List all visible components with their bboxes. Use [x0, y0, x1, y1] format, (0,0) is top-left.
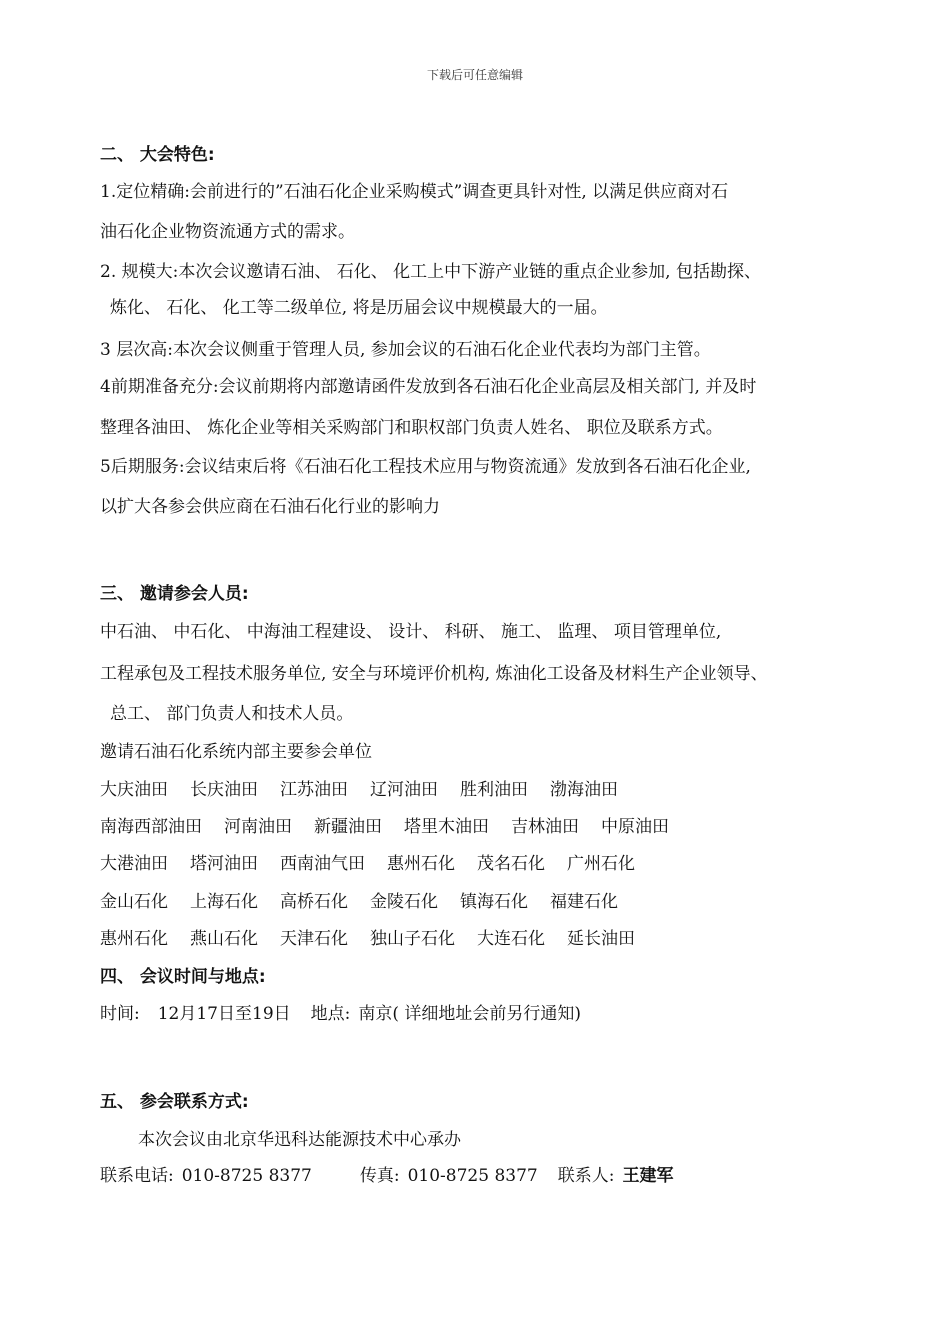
section-3-line: 中石油、 中石化、 中海油工程建设、 设计、 科研、 施工、 监理、 项目管理单位, [100, 622, 722, 642]
unit-name: 燕山石化 [190, 929, 258, 949]
unit-name: 镇海石化 [460, 892, 528, 912]
contact-name: 王建军 [622, 1166, 674, 1186]
unit-row [100, 928, 657, 950]
unit-name: 河南油田 [224, 817, 292, 837]
unit-row [100, 891, 640, 913]
unit-name: 茂名石化 [477, 854, 545, 874]
section-2-line: 5后期服务:会议结束后将《石油石化工程技术应用与物资流通》发放到各石油石化企业, [100, 457, 751, 477]
section-2-line: 炼化、 石化、 化工等二级单位, 将是历届会议中规模最大的一届。 [110, 298, 608, 318]
time-value: 12月17日至19日 [157, 1004, 291, 1024]
section-2-line: 2. 规模大:本次会议邀请石油、 石化、 化工上中下游产业链的重点企业参加, 包括勘探、 [100, 262, 761, 282]
unit-name: 胜利油田 [460, 780, 528, 800]
place-value: 南京( 详细地址会前另行通知) [358, 1004, 582, 1024]
fax-value: 010-8725 8377 [407, 1166, 538, 1186]
unit-name: 新疆油田 [314, 817, 382, 837]
meeting-time-place [100, 1003, 581, 1025]
unit-name: 吉林油田 [511, 817, 579, 837]
section-3-line: 工程承包及工程技术服务单位, 安全与环境评价机构, 炼油化工设备及材料生产企业领导、 [100, 664, 768, 684]
unit-name: 江苏油田 [280, 780, 348, 800]
unit-name: 惠州石化 [100, 929, 168, 949]
unit-name: 塔里木油田 [404, 817, 489, 837]
organizer-text: 本次会议由北京华迅科达能源技术中心承办 [138, 1130, 461, 1150]
section-3-line: 邀请石油石化系统内部主要参会单位 [100, 742, 372, 762]
section-2-line: 整理各油田、 炼化企业等相关采购部门和职权部门负责人姓名、 职位及联系方式。 [100, 418, 723, 438]
place-label: 地点: [310, 1004, 351, 1024]
section-2-line: 1.定位精确:会前进行的”石油石化企业采购模式”调查更具针对性, 以满足供应商对石 [100, 182, 729, 202]
section-2-line: 油石化企业物资流通方式的需求。 [100, 222, 355, 242]
unit-name: 中原油田 [601, 817, 669, 837]
unit-name: 金陵石化 [370, 892, 438, 912]
section-3-heading: 三、 邀请参会人员: [100, 584, 249, 604]
unit-name: 天津石化 [280, 929, 348, 949]
section-2-line: 4前期准备充分:会议前期将内部邀请函件发放到各石油石化企业高层及相关部门, 并及时 [100, 377, 757, 397]
unit-name: 南海西部油田 [100, 817, 202, 837]
unit-name: 大庆油田 [100, 780, 168, 800]
phone-value: 010-8725 8377 [181, 1166, 312, 1186]
section-2-line: 3 层次高:本次会议侧重于管理人员, 参加会议的石油石化企业代表均为部门主管。 [100, 340, 711, 360]
unit-name: 西南油气田 [280, 854, 365, 874]
fax-label: 传真: [359, 1166, 400, 1186]
unit-name: 高桥石化 [280, 892, 348, 912]
unit-name: 渤海油田 [550, 780, 618, 800]
unit-name: 上海石化 [190, 892, 258, 912]
section-4-heading: 四、 会议时间与地点: [100, 967, 266, 987]
unit-name: 独山子石化 [370, 929, 455, 949]
unit-name: 金山石化 [100, 892, 168, 912]
unit-name: 大港油田 [100, 854, 168, 874]
time-label: 时间: [100, 1004, 140, 1024]
unit-row [100, 816, 691, 838]
section-2-line: 以扩大各参会供应商在石油石化行业的影响力 [100, 497, 440, 517]
unit-row [100, 779, 640, 801]
unit-name: 辽河油田 [370, 780, 438, 800]
unit-name: 大连石化 [477, 929, 545, 949]
unit-name: 塔河油田 [190, 854, 258, 874]
contact-line [100, 1165, 673, 1187]
contact-label: 联系人: [557, 1166, 615, 1186]
unit-name: 延长油田 [567, 929, 635, 949]
unit-name: 惠州石化 [387, 854, 455, 874]
section-2-heading: 二、 大会特色: [100, 145, 215, 165]
unit-name: 长庆油田 [190, 780, 258, 800]
phone-label: 联系电话: [100, 1166, 174, 1186]
section-3-line: 总工、 部门负责人和技术人员。 [110, 704, 354, 724]
unit-name: 广州石化 [567, 854, 635, 874]
page-header: 下载后可任意编辑 [426, 68, 523, 82]
unit-name: 福建石化 [550, 892, 618, 912]
section-5-heading: 五、 参会联系方式: [100, 1092, 249, 1112]
unit-row [100, 853, 657, 875]
